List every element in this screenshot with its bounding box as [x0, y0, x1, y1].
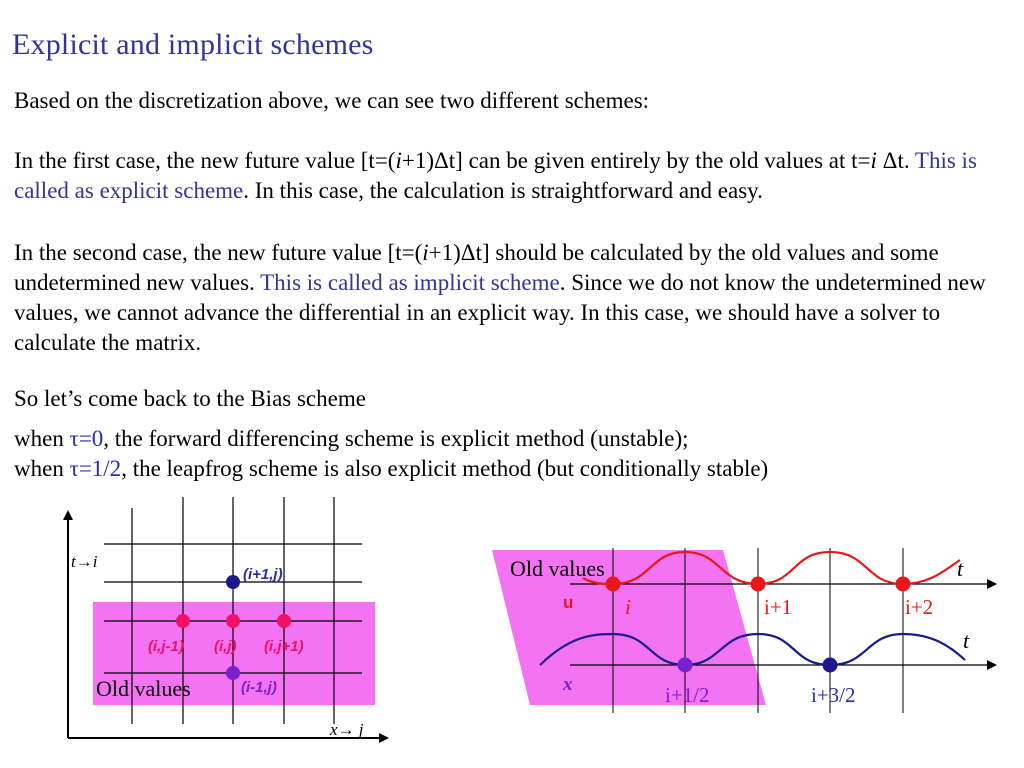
label-i-plus-2: i+2	[905, 595, 934, 619]
node-center-dot	[226, 614, 240, 628]
old-values-label: Old values	[510, 556, 605, 581]
node-bottom-dot	[226, 666, 240, 680]
node-right-label: (i,j+1)	[264, 638, 304, 655]
case2-text-c: . Since we do not know the undetermined new values, we cannot advance the differential in an explicit way. In this case, we should have a solver to calculate the matrix.	[14, 270, 986, 355]
case1-text-d: . In this case, the calculation is straightforward and easy.	[243, 178, 763, 203]
node-center-label: (i,j)	[214, 638, 237, 655]
case1-text-a: In the first case, the new future value [t=(	[14, 148, 396, 173]
label-i-plus-half: i+1/2	[665, 683, 710, 707]
case2-text-b: +1)Δt] should be calculated by the old values and some undetermined new values.	[14, 240, 939, 295]
label-i: i	[625, 595, 631, 619]
node-top-dot	[226, 575, 240, 589]
case1-text-b: +1)Δt] can be given entirely by the old values at t=	[401, 148, 871, 173]
explicit-case-paragraph	[14, 146, 1014, 206]
u-point-i-plus-1	[751, 577, 766, 592]
case1-index-b: i	[870, 148, 877, 173]
u-point-i-plus-2	[896, 577, 911, 592]
space-axis-label: x→ j	[330, 720, 364, 739]
x-point-i-plus-half	[678, 658, 693, 673]
old-values-label: Old values	[96, 676, 191, 701]
t-label-bottom: t	[963, 628, 970, 653]
bias-scheme-line: So let’s come back to the Bias scheme	[14, 386, 366, 411]
tau-zero: τ=0	[69, 426, 104, 451]
label-i-plus-1: i+1	[764, 595, 793, 619]
x-point-i-plus-3half	[823, 658, 838, 673]
node-left-dot	[176, 614, 190, 628]
t-label-top: t	[957, 556, 964, 581]
case2-index-a: i	[422, 240, 429, 265]
node-bottom-label: (i-1,j)	[241, 679, 277, 696]
implicit-scheme-highlight: This is called as implicit scheme	[260, 270, 560, 295]
implicit-case-paragraph	[14, 238, 1014, 358]
when-tau-zero-line	[14, 424, 1014, 454]
node-right-dot	[277, 614, 291, 628]
when1-rest: , the forward differencing scheme is explicit method (unstable);	[103, 426, 689, 451]
when-tau-half-line	[14, 454, 1014, 484]
when1-prefix: when	[14, 426, 70, 451]
u-label: u	[563, 593, 574, 612]
u-point-i	[606, 577, 621, 592]
label-i-plus-3half: i+3/2	[811, 683, 856, 707]
case1-index-a: i	[395, 148, 402, 173]
page-title: Explicit and implicit schemes	[12, 28, 374, 61]
x-label: x	[563, 674, 573, 695]
when2-prefix: when	[14, 456, 70, 481]
tau-half: τ=1/2	[69, 456, 122, 481]
node-left-label: (i,j-1)	[148, 638, 184, 655]
when2-rest: , the leapfrog scheme is also explicit method (but conditionally stable)	[121, 456, 769, 481]
staggered-grid-diagram	[480, 535, 1020, 768]
node-top-label: (i+1,j)	[243, 566, 283, 583]
grid-stencil-diagram	[0, 495, 400, 768]
explicit-scheme-highlight: This is called as explicit scheme	[14, 148, 977, 203]
case1-text-c: Δt.	[876, 148, 915, 173]
time-axis-label: t→i	[71, 552, 98, 571]
intro-paragraph: Based on the discretization above, we can see two different schemes:	[14, 88, 650, 113]
case2-text-a: In the second case, the new future value [t=(	[14, 240, 423, 265]
